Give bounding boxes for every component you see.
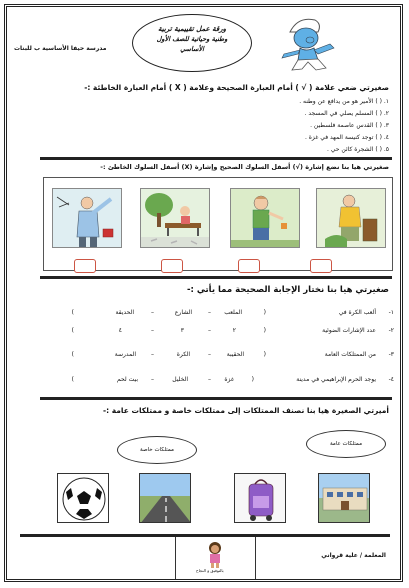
photo-road <box>139 473 191 523</box>
question-row: ١. ( ) الأمير هو من يدافع عن وطنه . <box>299 98 389 105</box>
question-row: ٢. ( ) المسلم يصلي في المسجد . <box>304 110 389 117</box>
picture-park-bench-trash <box>140 188 210 248</box>
answer-box[interactable] <box>74 259 96 273</box>
divider <box>40 397 392 400</box>
footer-top-line <box>20 534 390 537</box>
question-row: ٣. ( ) القدس عاصمة فلسطين . <box>310 122 389 129</box>
oval-line1: ورقة عمل تقييمية تربية <box>158 25 226 33</box>
oval-line3: الأساسي <box>180 45 204 53</box>
mcq-row: ١- ألعب الكرة في ( الملعب – الشارع – الحديقة ) <box>71 309 394 316</box>
oval-line2: وطنية وحياتية للصف الأول <box>156 35 228 43</box>
answer-box[interactable] <box>161 259 183 273</box>
answer-box[interactable] <box>238 259 260 273</box>
cartoon-girl-image <box>200 540 230 568</box>
section2-title: صغيرتي هيا بنا نضع إشارة (√) أسفل السلوك الصحيح وإشارة (X) أسفل السلوك الخاطئ :- <box>100 163 389 171</box>
header-oval <box>132 14 252 72</box>
picture-man-shouting <box>52 188 122 248</box>
section3-title: صغيرتي هيا بنا نختار الإجابة الصحيحة مما يأتي :- <box>186 285 389 295</box>
answer-box[interactable] <box>310 259 332 273</box>
pictures-panel <box>43 177 393 271</box>
smurf-character-image <box>270 14 345 74</box>
cloud-private-property: ممتلكات خاصة <box>117 436 197 464</box>
question-row: ٤. ( ) توجد كنيسة المهد في غزة . <box>304 134 389 141</box>
question-row: ٥. ( ) الشجرة كائن حي . <box>326 146 389 153</box>
mcq-row: ٣- من الممتلكات العامة ( الحقيبة – الكرة – المدرسة ) <box>71 351 394 358</box>
picture-man-trash-bin <box>316 188 386 248</box>
divider <box>40 157 392 160</box>
footer-divider-right <box>255 534 256 579</box>
photo-school-building <box>318 473 370 523</box>
footer-wish: بالتوفيق و النجاح <box>196 568 224 573</box>
mcq-row: ٤- يوجد الحرم الإبراهيمي في مدينة ( غزة – الخليل – بيت لحم ) <box>71 376 394 383</box>
picture-boy-littering <box>230 188 300 248</box>
mcq-row: ٢- عدد الإشارات الضوئية ( ٢ – ٣ – ٤ ) <box>71 327 394 334</box>
cloud-public-property: ممتلكات عامة <box>306 430 386 458</box>
teacher-name: المعلمة / علية قرواني <box>321 552 386 559</box>
section1-title: صغيرتي ضعي علامة ( √ ) أمام العبارة الصحيحة وعلامة ( X ) أمام العبارة الخاطئة :- <box>84 83 389 92</box>
section4-title: أميرتي الصغيرة هيا بنا نصنف الممتلكات إلى ممتلكات خاصة و ممتلكات عامة :- <box>102 406 389 415</box>
photo-soccer-ball <box>57 473 109 523</box>
divider <box>40 276 392 279</box>
photo-school-bag <box>234 473 286 523</box>
school-name: مدرسة حيفا الأساسية ب للبنات <box>14 45 107 52</box>
footer-divider-left <box>175 534 176 579</box>
footer <box>20 534 390 579</box>
